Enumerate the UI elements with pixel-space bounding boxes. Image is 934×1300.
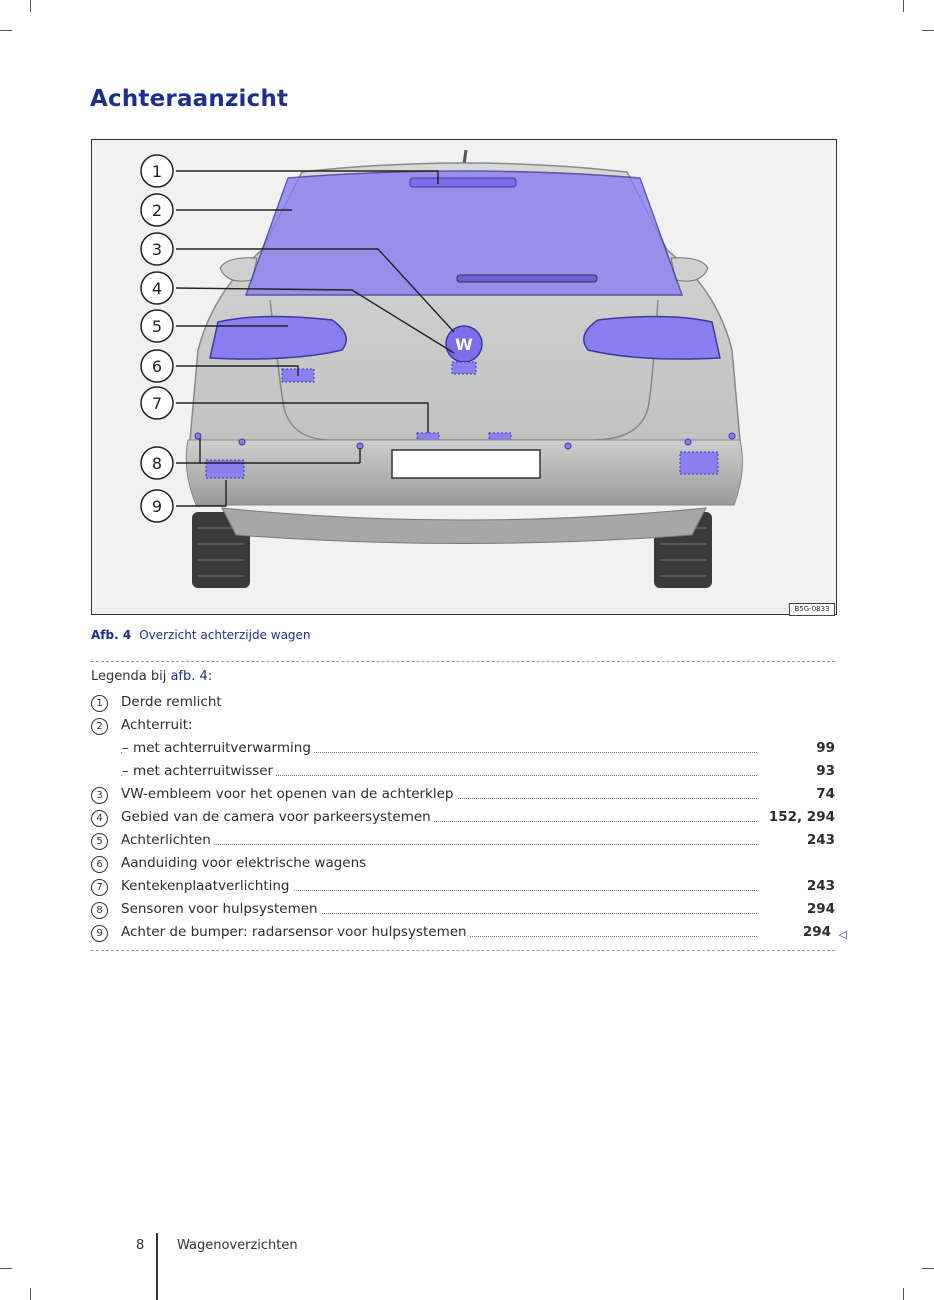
legend-heading-suffix: : [207,669,213,684]
svg-text:W: W [455,335,473,354]
page-reference: 243 [806,832,835,848]
left-tail-light [210,316,346,359]
callout-number: 1 [151,162,163,181]
legend-heading [91,669,212,684]
legend-subitem [91,762,837,784]
legend-item [91,716,837,738]
callout-2 [141,194,173,226]
item-marker: 7 [91,879,108,896]
crop-mark [903,0,904,12]
callout-number: 2 [151,201,163,220]
callout-number: 5 [151,317,163,336]
legend-item [91,923,847,945]
legend-item [91,785,837,807]
callout-8 [141,447,173,479]
callout-1 [141,155,173,187]
page-reference: 294 [802,924,831,940]
item-marker: 5 [91,833,108,850]
page-reference: 294 [806,901,835,917]
figure-code: B5G-0833 [789,603,835,616]
license-plate [392,450,540,478]
legend-item [91,831,837,853]
page-title: Achteraanzicht [90,86,289,112]
item-marker: 9 [91,925,108,942]
footer-section: Wagenoverzichten [177,1238,298,1253]
crop-mark [30,1288,31,1300]
legend-subitem [91,739,837,761]
legend-item [91,693,837,715]
car-rear-illustration [92,140,836,614]
callout-number: 3 [151,240,163,259]
legend-heading-prefix: Legenda bij [91,669,171,684]
item-marker: 6 [91,856,108,873]
caption-text: Overzicht achterzijde wagen [139,628,311,642]
callout-number: 7 [151,394,163,413]
callout-3 [141,233,173,265]
back-arrow-icon: ◁ [838,928,847,941]
callout-9 [141,490,173,522]
crop-mark [30,0,31,12]
page-reference: 152, 294 [768,809,835,825]
callout-number: 8 [151,454,163,473]
item-text: Aanduiding voor elektrische wagens [121,855,369,871]
figure-caption [91,628,311,642]
page-reference: 99 [816,740,835,756]
leader-dots [121,844,757,845]
caption-number: Afb. 4 [91,628,132,642]
divider [91,950,835,951]
item-text: Gebied van de camera voor parkeersystemen [121,809,434,825]
callout-number: 6 [151,357,163,376]
page-number: 8 [136,1238,145,1253]
callout-4 [141,272,173,304]
divider [91,661,835,662]
page-reference: 74 [816,786,835,802]
legend-item [91,808,837,830]
callout-5 [141,310,173,342]
item-marker: 4 [91,810,108,827]
third-brake-light [410,178,516,187]
legend-item [91,877,837,899]
crop-mark [922,1268,934,1269]
item-text: – met achterruitwisser [122,763,276,779]
rear-view-figure [91,139,837,615]
footer-divider [156,1233,158,1300]
item-marker: 2 [91,718,108,735]
right-tail-light [584,316,720,359]
page-reference: 93 [816,763,835,779]
crop-mark [0,1268,12,1269]
callout-7 [141,387,173,419]
item-text: Derde remlicht [121,694,225,710]
callout-number: 9 [151,497,163,516]
item-marker: 1 [91,695,108,712]
item-text: Achterlichten [121,832,214,848]
rear-wiper [457,275,597,282]
crop-mark [903,1288,904,1300]
legend-item [91,854,837,876]
crop-mark [0,30,12,31]
crop-mark [922,30,934,31]
item-marker: 3 [91,787,108,804]
item-text: Sensoren voor hulpsystemen [121,901,321,917]
item-text: VW-embleem voor het openen van de achterklep [121,786,457,802]
callout-number: 4 [151,279,163,298]
item-text: Achterruit: [121,717,196,733]
legend-item [91,900,837,922]
item-text: Kentekenplaatverlichting [121,878,293,894]
legend-heading-ref: afb. 4 [170,669,208,684]
item-marker: 8 [91,902,108,919]
item-text: – met achterruitverwarming [122,740,314,756]
callout-6 [141,350,173,382]
page-reference: 243 [806,878,835,894]
item-text: Achter de bumper: radarsensor voor hulpsystemen [121,924,470,940]
